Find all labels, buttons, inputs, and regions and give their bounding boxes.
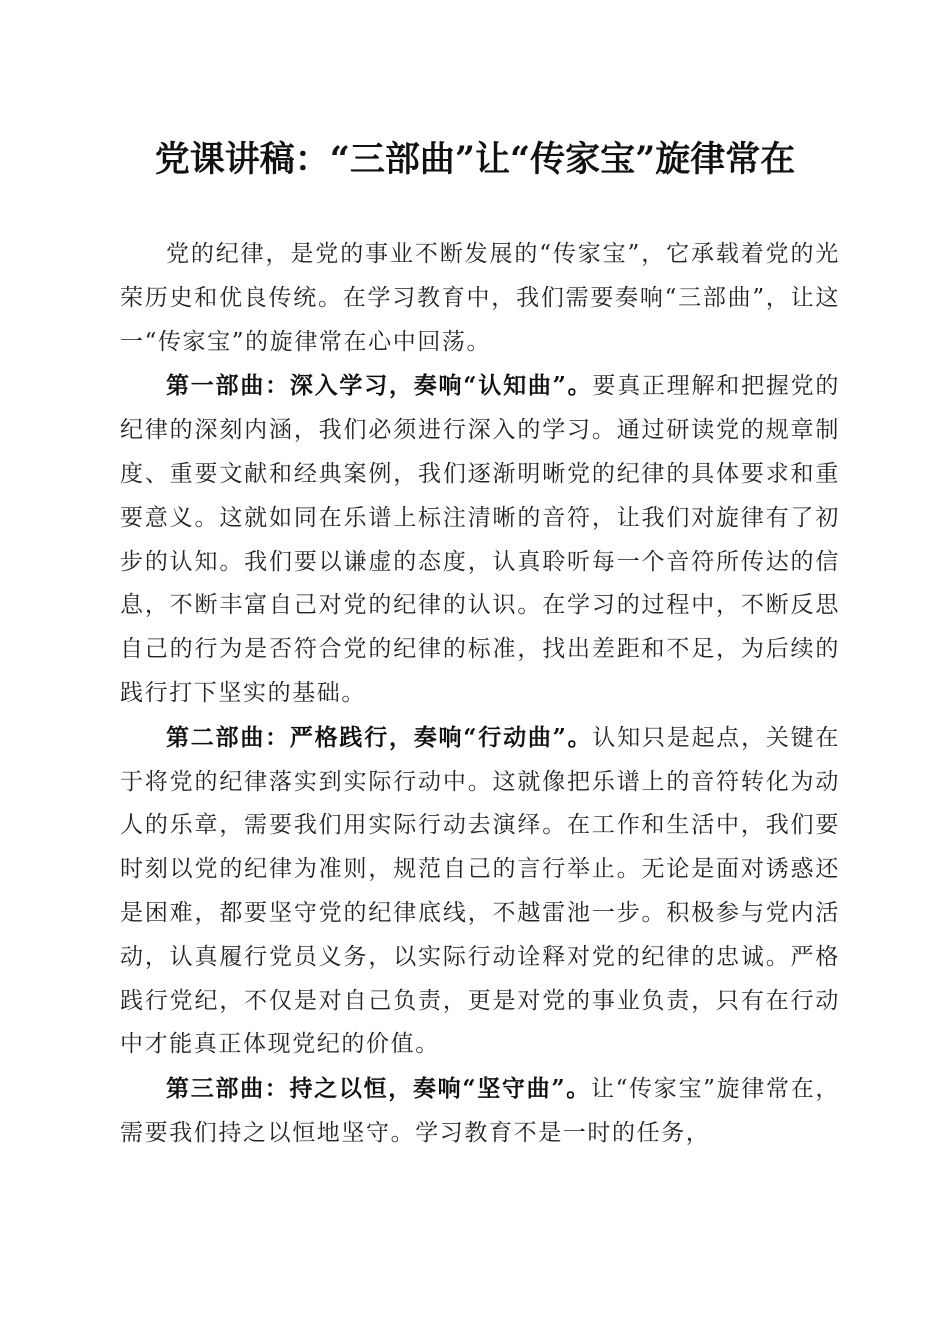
paragraph-intro (120, 232, 840, 364)
document-title: 党课讲稿：“三部曲”让“传家宝”旋律常在 (154, 139, 796, 180)
paragraph-lead: 第一部曲：深入学习，奏响“认知曲”。 (166, 372, 593, 400)
paragraph-text: 要真正理解和把握党的纪律的深刻内涵，我们必须进行深入的学习。通过研读党的规章制度、重要文献和经典案例，我们逐渐明晰党的纪律的具体要求和重要意义。这就如同在乐谱上标注清晰的音符，让我们对旋律有了初步的认知。我们要以谦虚的态度，认真聆听每一个音符所传达的信息，不断丰富自己对党的纪律的认识。在学习的过程中，不断反思自己的行为是否符合党的纪律的标准，找出差距和不足，为后续的践行打下坚实的基础。 (120, 373, 841, 706)
paragraph-part-two (120, 716, 840, 1067)
paragraph-text: 党的纪律，是党的事业不断发展的“传家宝”，它承载着党的光荣历史和优良传统。在学习教育中，我们需要奏响“三部曲”，让这一“传家宝”的旋律常在心中回荡。 (120, 241, 840, 355)
paragraph-lead: 第二部曲：严格践行，奏响“行动曲”。 (166, 723, 593, 751)
paragraph-part-one (120, 364, 840, 715)
paragraph-part-three (120, 1067, 840, 1156)
paragraph-text: 让“传家宝”旋律常在，需要我们持之以恒地坚守。学习教育不是一时的任务， (120, 1076, 840, 1146)
paragraph-lead: 第三部曲：持之以恒，奏响“坚守曲”。 (166, 1075, 591, 1103)
paragraph-text: 认知只是起点，关键在于将党的纪律落实到实际行动中。这就像把乐谱上的音符转化为动人的乐章，需要我们用实际行动去演绎。在工作和生活中，我们要时刻以党的纪律为准则，规范自己的言行举止。无论是面对诱惑还是困难，都要坚守党的纪律底线，不越雷池一步。积极参与党内活动，认真履行党员义务，以实际行动诠释对党的纪律的忠诚。严格践行党纪，不仅是对自己负责，更是对党的事业负责，只有在行动中才能真正体现党纪的价值。 (120, 724, 841, 1058)
document-body (120, 232, 840, 1156)
